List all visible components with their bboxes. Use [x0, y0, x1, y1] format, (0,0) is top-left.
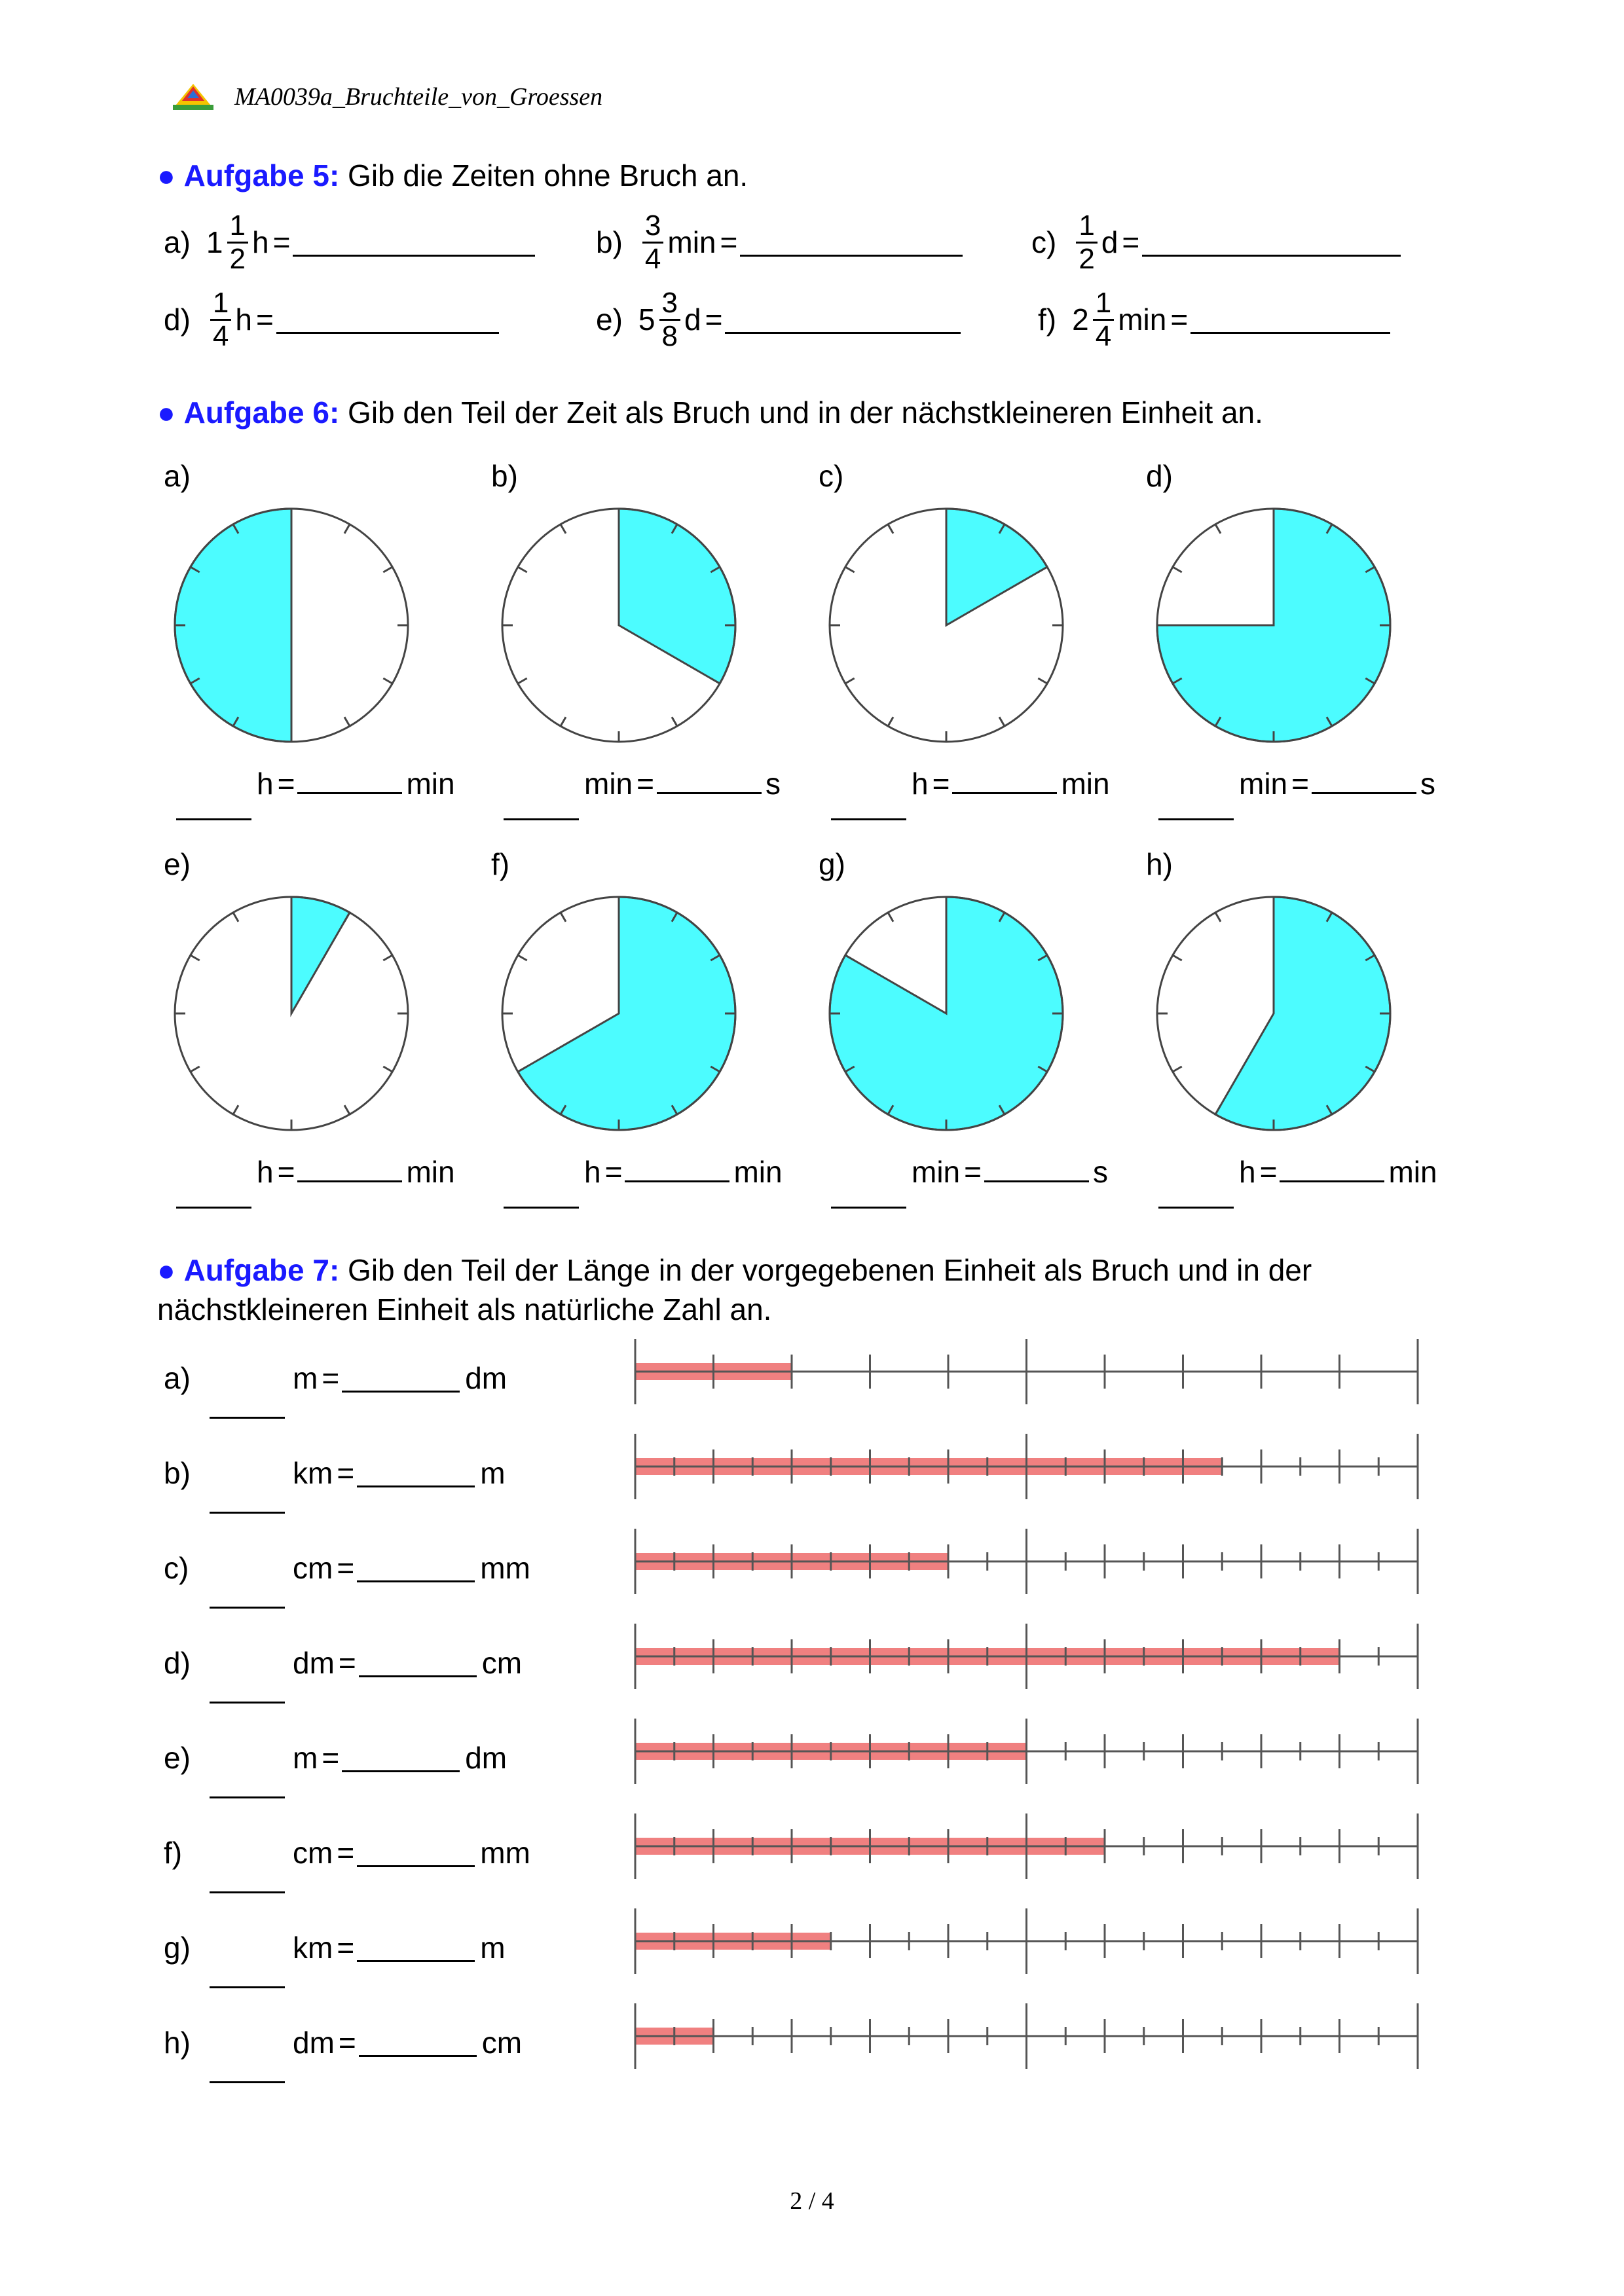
clock-tick: [191, 1066, 200, 1072]
clock-tick: [344, 1105, 350, 1114]
numerator: 3: [642, 210, 663, 244]
item-letter: e): [164, 1741, 191, 1775]
task7-bullet: ●: [157, 1253, 175, 1287]
task5-heading: [157, 156, 748, 195]
answer-blank[interactable]: [342, 1744, 460, 1772]
unit: s: [766, 767, 781, 801]
equals-sign: =: [1291, 767, 1309, 801]
length-answer-line: [164, 1447, 506, 1499]
denominator: 4: [1095, 319, 1112, 352]
task5-item-a: [164, 203, 535, 282]
task5-item-e: [596, 280, 961, 359]
item-letter: a): [164, 225, 191, 259]
numerator: 1: [210, 287, 231, 321]
page-header: [172, 77, 602, 117]
clock-face: [822, 501, 1071, 750]
unit: mm: [480, 1836, 530, 1870]
clock-tick: [888, 717, 893, 726]
answer-blank[interactable]: [1142, 228, 1401, 257]
fraction-blank[interactable]: [831, 792, 906, 820]
numerator: 3: [659, 287, 680, 321]
unit: h: [257, 767, 274, 801]
clock-tick: [561, 913, 566, 922]
unit: cm: [481, 1646, 523, 1680]
fraction-blank[interactable]: [210, 1580, 285, 1609]
item-letter: d): [164, 302, 191, 337]
item-letter: f): [164, 1836, 183, 1870]
unit: cm: [293, 1551, 333, 1585]
equals-sign: =: [637, 767, 654, 801]
equals-sign: =: [322, 1361, 340, 1395]
clock-letter: f): [491, 847, 510, 881]
unit: cm: [481, 2026, 523, 2060]
answer-blank[interactable]: [740, 228, 963, 257]
unit: m: [293, 1361, 318, 1395]
clock-tick: [383, 955, 392, 960]
equals-sign: =: [337, 1456, 355, 1490]
answer-blank[interactable]: [342, 1364, 460, 1393]
fraction-blank[interactable]: [176, 792, 251, 820]
clock-tick: [845, 567, 855, 572]
number-line: [629, 1427, 1424, 1506]
item-letter: f): [1038, 302, 1057, 337]
answer-blank[interactable]: [1280, 1180, 1384, 1182]
fraction: [659, 287, 680, 352]
fraction-blank[interactable]: [210, 1865, 285, 1893]
clock-face: [822, 889, 1071, 1138]
clock-tick: [518, 678, 527, 683]
unit: min: [406, 767, 455, 801]
clock-tick: [233, 913, 238, 922]
clock-letter: c): [819, 459, 844, 493]
item-letter: g): [164, 1931, 191, 1965]
item-letter: d): [164, 1646, 191, 1680]
clock-letter: e): [164, 847, 191, 881]
task5-item-d: [164, 280, 499, 359]
answer-blank[interactable]: [359, 2029, 477, 2057]
unit: min: [406, 1155, 455, 1189]
clock-tick: [1173, 955, 1182, 960]
task7-instruction-line2: nächstkleineren Einheit als natürliche Zahl an.: [157, 1292, 772, 1326]
unit: dm: [465, 1741, 507, 1775]
clock-face: [494, 501, 743, 750]
fraction: [1076, 210, 1097, 275]
task5-item-f: [1038, 280, 1390, 359]
task7-instruction-line1: Gib den Teil der Länge in der vorgegebenen Einheit als Bruch und in der: [348, 1253, 1312, 1287]
unit: dm: [465, 1361, 507, 1395]
clock-tick: [1173, 1066, 1182, 1072]
numerator: 1: [1093, 287, 1114, 321]
fraction: [227, 210, 248, 275]
clock-answer-line: [174, 766, 455, 801]
unit: min: [667, 225, 716, 259]
equals-sign: =: [604, 1155, 623, 1189]
fraction-blank[interactable]: [1158, 1180, 1234, 1209]
length-answer-line: [164, 1542, 530, 1594]
task7-label: Aufgabe 7:: [183, 1253, 340, 1287]
item-letter: c): [1031, 225, 1057, 259]
answer-blank[interactable]: [357, 1554, 475, 1582]
equals-sign: =: [1170, 302, 1189, 337]
clock-face: [1149, 501, 1398, 750]
number-line: [629, 1522, 1424, 1601]
clock-tick: [999, 717, 1005, 726]
task5-bullet: ●: [157, 158, 175, 192]
clock-answer-line: [1156, 1154, 1437, 1190]
clock-tick: [344, 717, 350, 726]
answer-blank[interactable]: [984, 1180, 1089, 1182]
unit: min: [584, 767, 633, 801]
clock-face: [167, 501, 416, 750]
fraction-blank[interactable]: [210, 1960, 285, 1988]
unit: cm: [293, 1836, 333, 1870]
denominator: 4: [212, 319, 229, 352]
task7-heading: [157, 1250, 1312, 1290]
equals-sign: =: [720, 225, 738, 259]
clock-answer-line: [501, 1154, 783, 1190]
equals-sign: =: [272, 225, 291, 259]
length-answer-line: [164, 1922, 506, 1974]
unit: min: [1061, 767, 1110, 801]
clock-tick: [672, 717, 677, 726]
equals-sign: =: [1259, 1155, 1278, 1189]
fraction-blank[interactable]: [210, 1770, 285, 1798]
clock-shaded-sector: [619, 509, 735, 683]
fraction-blank[interactable]: [210, 1391, 285, 1419]
item-letter: h): [164, 2026, 191, 2060]
whole-number: 2: [1072, 302, 1089, 337]
equals-sign: =: [277, 767, 295, 801]
item-letter: b): [164, 1456, 191, 1490]
number-line: [629, 1902, 1424, 1980]
number-line: [629, 1807, 1424, 1886]
number-line: [629, 1997, 1424, 2075]
clock-tick: [191, 955, 200, 960]
clock-tick: [1215, 913, 1221, 922]
clock-tick: [1215, 524, 1221, 534]
clock-answer-line: [1156, 766, 1435, 801]
equals-sign: =: [964, 1155, 982, 1189]
fraction-blank[interactable]: [176, 1180, 251, 1209]
document-title: MA0039a_Bruchteile_von_Groessen: [234, 83, 603, 111]
clock-face: [494, 889, 743, 1138]
clock-letter: a): [164, 459, 191, 493]
unit: min: [912, 1155, 961, 1189]
clock-tick: [1038, 678, 1047, 683]
clock-answer-line: [174, 1154, 455, 1190]
answer-blank[interactable]: [357, 1459, 475, 1487]
unit: d: [1101, 225, 1118, 259]
denominator: 2: [1079, 242, 1095, 275]
clock-tick: [561, 524, 566, 534]
clock-tick: [383, 1066, 392, 1072]
unit: dm: [293, 1646, 335, 1680]
unit: m: [480, 1931, 506, 1965]
length-answer-line: [164, 1827, 530, 1879]
clock-shaded-sector: [830, 897, 1063, 1130]
unit: h: [235, 302, 252, 337]
clock-shaded-sector: [291, 897, 350, 1013]
item-letter: c): [164, 1551, 189, 1585]
task5-item-c: [1031, 203, 1401, 282]
numerator: 1: [227, 210, 248, 244]
clock-letter: g): [819, 847, 845, 881]
equals-sign: =: [337, 1836, 355, 1870]
number-line: [629, 1712, 1424, 1791]
answer-blank[interactable]: [952, 792, 1057, 794]
clock-tick: [518, 955, 527, 960]
unit: m: [293, 1741, 318, 1775]
clock-tick: [1173, 567, 1182, 572]
unit: km: [293, 1456, 333, 1490]
fraction: [1093, 287, 1114, 352]
length-answer-line: [164, 2016, 522, 2069]
fraction-blank[interactable]: [210, 1485, 285, 1514]
answer-blank[interactable]: [625, 1180, 729, 1182]
number-line: [629, 1617, 1424, 1696]
equals-sign: =: [337, 1931, 355, 1965]
clock-tick: [888, 524, 893, 534]
answer-blank[interactable]: [357, 1934, 475, 1962]
answer-blank[interactable]: [297, 792, 402, 794]
unit: h: [257, 1155, 274, 1189]
answer-blank[interactable]: [725, 306, 961, 334]
answer-blank[interactable]: [657, 792, 762, 794]
length-answer-line: [164, 1732, 507, 1784]
length-answer-line: [164, 1637, 522, 1689]
clock-answer-line: [828, 1154, 1108, 1190]
unit: h: [251, 225, 269, 259]
unit: d: [684, 302, 701, 337]
answer-blank[interactable]: [293, 228, 535, 257]
denominator: 4: [644, 242, 661, 275]
clock-letter: d): [1146, 459, 1173, 493]
fraction-blank[interactable]: [210, 2055, 285, 2083]
clock-face: [167, 889, 416, 1138]
unit: m: [480, 1456, 506, 1490]
answer-blank[interactable]: [357, 1839, 475, 1867]
task6-instruction: Gib den Teil der Zeit als Bruch und in der nächstkleineren Einheit an.: [348, 395, 1263, 429]
whole-number: 1: [206, 225, 223, 259]
length-answer-line: [164, 1352, 507, 1404]
unit: km: [293, 1931, 333, 1965]
equals-sign: =: [705, 302, 723, 337]
unit: min: [1239, 767, 1288, 801]
fraction-blank[interactable]: [504, 1180, 579, 1209]
unit: min: [1388, 1155, 1437, 1189]
page-number: 2 / 4: [790, 2187, 834, 2215]
equals-sign: =: [277, 1155, 295, 1189]
clock-tick: [233, 1105, 238, 1114]
task6-bullet: ●: [157, 395, 175, 429]
equals-sign: =: [322, 1741, 340, 1775]
unit: h: [1239, 1155, 1256, 1189]
denominator: 8: [661, 319, 678, 352]
fraction: [642, 210, 663, 275]
clock-face: [1149, 889, 1398, 1138]
equals-sign: =: [255, 302, 274, 337]
unit: min: [733, 1155, 783, 1189]
clock-shaded-sector: [946, 509, 1047, 625]
fraction-blank[interactable]: [210, 1675, 285, 1704]
clock-tick: [518, 567, 527, 572]
fraction-blank[interactable]: [831, 1180, 906, 1209]
denominator: 2: [229, 242, 246, 275]
answer-blank[interactable]: [297, 1180, 402, 1182]
equals-sign: =: [338, 2026, 356, 2060]
answer-blank[interactable]: [276, 306, 499, 334]
task6-label: Aufgabe 6:: [183, 395, 340, 429]
unit: mm: [480, 1551, 530, 1585]
clock-tick: [888, 913, 893, 922]
task5-instruction: Gib die Zeiten ohne Bruch an.: [348, 158, 748, 192]
answer-blank[interactable]: [359, 1649, 477, 1677]
task6-heading: [157, 393, 1263, 432]
unit: s: [1420, 767, 1435, 801]
equals-sign: =: [338, 1646, 356, 1680]
clock-shaded-sector: [175, 509, 291, 742]
answer-blank[interactable]: [1190, 306, 1390, 334]
task5-item-b: [596, 203, 963, 282]
clock-tick: [845, 678, 855, 683]
fraction: [210, 287, 231, 352]
number-line: [629, 1332, 1424, 1411]
clock-tick: [561, 717, 566, 726]
task5-label: Aufgabe 5:: [183, 158, 340, 192]
item-letter: b): [596, 225, 623, 259]
unit: min: [1118, 302, 1167, 337]
unit: s: [1093, 1155, 1108, 1189]
clock-shaded-sector: [1157, 509, 1390, 742]
clock-tick: [344, 524, 350, 534]
equals-sign: =: [337, 1551, 355, 1585]
clock-tick: [383, 567, 392, 572]
answer-blank[interactable]: [1312, 792, 1416, 794]
clock-shaded-sector: [1215, 897, 1390, 1130]
unit: dm: [293, 2026, 335, 2060]
whole-number: 5: [638, 302, 655, 337]
clock-answer-line: [828, 766, 1110, 801]
fraction-blank[interactable]: [504, 792, 579, 820]
equals-sign: =: [932, 767, 950, 801]
fraction-blank[interactable]: [1158, 792, 1234, 820]
item-letter: e): [596, 302, 623, 337]
publisher-logo-icon: [172, 82, 215, 111]
clock-tick: [383, 678, 392, 683]
clock-letter: h): [1146, 847, 1173, 881]
numerator: 1: [1076, 210, 1097, 244]
clock-answer-line: [501, 766, 781, 801]
unit: h: [584, 1155, 601, 1189]
equals-sign: =: [1122, 225, 1140, 259]
unit: h: [912, 767, 929, 801]
item-letter: a): [164, 1361, 191, 1395]
clock-letter: b): [491, 459, 518, 493]
